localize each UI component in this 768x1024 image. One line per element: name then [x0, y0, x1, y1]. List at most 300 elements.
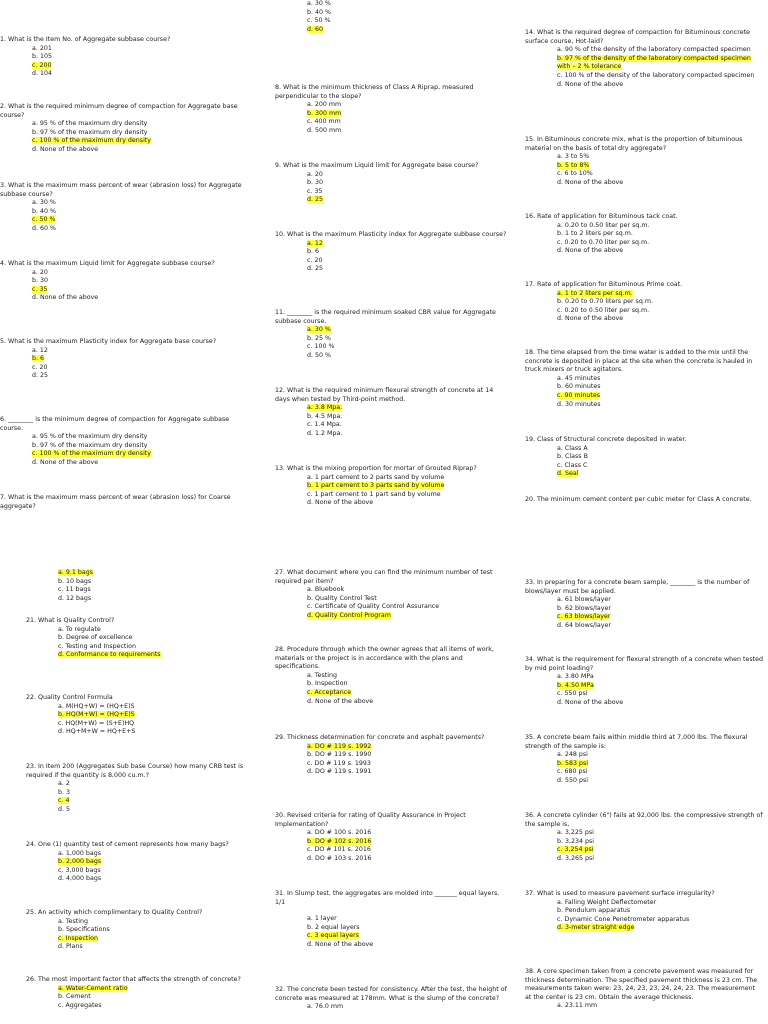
- question-block: [525, 734, 763, 786]
- option-text: d. 25: [307, 265, 324, 273]
- answer-option: [32, 442, 250, 451]
- question-block: [26, 569, 250, 603]
- option-text: a. 3.8 Mpa.: [307, 404, 343, 412]
- option-text: b. HQ(M+W) = (HQ+E)S: [58, 711, 135, 719]
- question-text: 26. The most important factor that affects the strength of concrete?: [26, 976, 241, 983]
- answer-option: [32, 364, 250, 373]
- question-block: [525, 29, 763, 89]
- answer-option: [557, 907, 763, 916]
- question-text: 35. A concrete beam fails within middle third at 7,000 lbs. The flexural strength of the sample is:: [525, 734, 748, 750]
- answer-option-highlighted: [32, 355, 250, 364]
- options-list: [557, 1002, 763, 1011]
- answer-option: [307, 751, 507, 760]
- option-text: c. 4: [58, 797, 70, 805]
- question-text: 17. Rate of application for Bituminous Prime coat.: [525, 281, 683, 288]
- option-text: a. 3 to 5%: [557, 153, 590, 161]
- question-text: 2. What is the required minimum degree of compaction for Aggregate base course?: [0, 103, 238, 119]
- answer-option-highlighted: [557, 682, 763, 691]
- question-block: [275, 986, 507, 1012]
- option-text: b. DO # 119 s. 1990: [307, 751, 372, 759]
- question-text: 19. Class of Structural concrete deposited in water.: [525, 436, 687, 443]
- answer-option: [32, 120, 250, 129]
- option-text: d. 5: [58, 805, 71, 813]
- answer-option: [307, 499, 507, 508]
- answer-option: [557, 46, 763, 55]
- answer-option: [32, 433, 250, 442]
- question-block: [0, 182, 250, 234]
- answer-option-highlighted: [557, 760, 763, 769]
- option-text: b. Pendulum apparatus: [557, 907, 631, 915]
- answer-option: [307, 760, 507, 769]
- answer-option: [557, 445, 763, 454]
- answer-option: [58, 850, 250, 859]
- option-text: a. 1 layer: [307, 915, 337, 923]
- question-block: [525, 890, 763, 933]
- option-text: a. DO # 119 s. 1992: [307, 742, 372, 750]
- option-text: d. None of the above: [557, 178, 624, 186]
- answer-option: [557, 230, 763, 239]
- answer-option: [557, 690, 763, 699]
- option-text: a. Bluebook: [307, 586, 345, 594]
- answer-option: [307, 915, 507, 924]
- option-text: b. 300 mm: [307, 109, 342, 117]
- option-text: d. 25: [307, 196, 324, 204]
- question-text: 6. ________ is the minimum degree of compaction for Aggregate subbase course.: [0, 416, 230, 432]
- question-block: [275, 465, 507, 508]
- answer-option: [58, 867, 250, 876]
- options-list: [557, 375, 763, 409]
- answer-option: [58, 586, 250, 595]
- option-text: c. 90 minutes: [557, 391, 600, 399]
- answer-option: [557, 855, 763, 864]
- question-text: 7. What is the maximum mass percent of wear (abrasion loss) for Coarse aggregate?: [0, 494, 231, 510]
- option-text: b. Inspection: [307, 680, 348, 688]
- option-text: a. 1,000 bags: [58, 849, 102, 857]
- answer-option: [557, 179, 763, 188]
- option-text: b. 30: [307, 179, 324, 187]
- option-text: d. None of the above: [557, 247, 624, 255]
- answer-option-highlighted: [32, 137, 250, 146]
- answer-option-highlighted: [307, 743, 507, 752]
- question-block: [26, 617, 250, 660]
- answer-option: [32, 45, 250, 54]
- answer-option: [307, 171, 507, 180]
- answer-option-highlighted: [307, 482, 507, 491]
- options-list: [557, 445, 763, 479]
- answer-option: [557, 315, 763, 324]
- question-text: 3. What is the maximum mass percent of wear (abrasion loss) for Aggregate subbase course?: [0, 182, 242, 198]
- question-text: 22. Quality Control Formula: [26, 694, 113, 701]
- question-block: [275, 734, 507, 777]
- question-block: [525, 136, 763, 188]
- answer-option-highlighted: [32, 216, 250, 225]
- option-text: a. To regulate: [58, 625, 101, 633]
- option-text: c. 3,000 bags: [58, 866, 101, 874]
- option-text: b. DO # 102 s. 2016: [307, 837, 372, 845]
- option-text: b. 1 part cement to 3 parts sand by volume: [307, 482, 445, 490]
- options-list: [557, 899, 763, 933]
- option-text: d. 3,265 psi: [557, 854, 595, 862]
- option-text: c. 1.4 Mpa.: [307, 421, 342, 429]
- answer-option: [557, 72, 763, 81]
- option-text: c. 0.20 to 0.70 liter per sq.m.: [557, 238, 650, 246]
- question-block: [275, 569, 507, 621]
- answer-option: [58, 626, 250, 635]
- question-text: 20. The minimum cement content per cubic meter for Class A concrete.: [525, 496, 752, 503]
- answer-option-highlighted: [557, 290, 763, 299]
- option-text: d. 60: [307, 25, 324, 33]
- option-text: b. 25 %: [307, 334, 331, 342]
- answer-option: [557, 673, 763, 682]
- answer-option: [32, 372, 250, 381]
- option-text: a. 20: [307, 170, 323, 178]
- option-text: b. 6: [307, 248, 320, 256]
- answer-option: [58, 595, 250, 604]
- answer-option: [557, 899, 763, 908]
- question-text: 15. In Bituminous concrete mix, what is the proportion of bituminous material on the basis of total dry aggregate?: [525, 136, 743, 152]
- answer-option: [307, 680, 507, 689]
- answer-option: [557, 829, 763, 838]
- question-block: [26, 909, 250, 952]
- question-text: 14. What is the required degree of compaction for Bituminous concrete surface course, Hot-laid?: [525, 29, 750, 45]
- answer-option: [58, 926, 250, 935]
- option-text: c. 63 blows/layer: [557, 613, 611, 621]
- question-block: [275, 646, 507, 706]
- answer-option-highlighted: [557, 846, 763, 855]
- question-block: [275, 890, 507, 950]
- option-text: c. 100 % of the density of the laboratory compacted specimen: [557, 71, 755, 79]
- question-note: 1/1: [275, 898, 286, 906]
- question-block: [525, 656, 763, 708]
- option-text: b. Degree of excellence: [58, 634, 133, 642]
- answer-option: [307, 188, 507, 197]
- options-list: [557, 290, 763, 324]
- options-list: [32, 120, 250, 154]
- answer-option: [307, 603, 507, 612]
- answer-option-highlighted: [58, 711, 250, 720]
- answer-option: [307, 829, 507, 838]
- option-text: b. Specifications: [58, 926, 110, 934]
- options-list: [307, 326, 507, 360]
- answer-option: [32, 459, 250, 468]
- answer-option-highlighted: [557, 470, 763, 479]
- answer-option-highlighted: [58, 935, 250, 944]
- answer-option-highlighted: [557, 162, 763, 171]
- option-text: d. None of the above: [32, 294, 99, 302]
- options-list: [32, 347, 250, 381]
- answer-option: [557, 383, 763, 392]
- answer-option: [307, 248, 507, 257]
- options-list: [307, 829, 507, 863]
- option-text: c. 20: [32, 363, 48, 371]
- question-block: [525, 812, 763, 864]
- answer-option: [32, 208, 250, 217]
- answer-option: [58, 943, 250, 952]
- option-text: b. 583 psi: [557, 759, 589, 767]
- option-text: a. DO # 100 s. 2016: [307, 829, 372, 837]
- answer-option: [557, 401, 763, 410]
- answer-option: [307, 672, 507, 681]
- answer-option: [557, 153, 763, 162]
- question-text: 12. What is the required minimum flexural strength of concrete at 14 days when tested by Third-point method.: [275, 387, 494, 403]
- answer-option: [58, 875, 250, 884]
- option-text: c. DO # 119 s. 1993: [307, 759, 371, 767]
- options-list: [557, 673, 763, 707]
- option-text: a. Testing: [58, 917, 88, 925]
- option-text: d. DO # 103 s. 2016: [307, 854, 372, 862]
- option-text: a. 12: [307, 239, 323, 247]
- option-text: b. 97 % of the maximum dry density: [32, 128, 148, 136]
- options-list: [557, 751, 763, 785]
- option-text: b. 5 to 8%: [557, 161, 590, 169]
- options-list: [307, 474, 507, 508]
- option-text: d. 104: [32, 70, 53, 78]
- option-text: b. 3: [58, 788, 71, 796]
- option-text: c. 3 equal layers: [307, 932, 360, 940]
- question-text: 31. In Slump test, the aggregates are molded into _______ equal layers.: [275, 890, 500, 897]
- question-text: 29. Thickness determination for concrete and asphalt pavements?: [275, 734, 485, 741]
- answer-option-highlighted: [557, 924, 763, 933]
- answer-option: [307, 698, 507, 707]
- answer-option: [307, 352, 507, 361]
- option-text: d. None of the above: [32, 145, 99, 153]
- answer-option: [557, 838, 763, 847]
- answer-option: [32, 53, 250, 62]
- question-block: [525, 968, 763, 1011]
- options-list: [307, 915, 507, 949]
- question-text: 36. A concrete cylinder (6") fails at 92,000 lbs. the compressive strength of the sample is,: [525, 812, 763, 828]
- option-text: d. 550 psi: [557, 776, 589, 784]
- question-text: 4. What is the maximum Liquid limit for Aggregate subbase course?: [0, 260, 215, 267]
- answer-option-highlighted: [58, 569, 250, 578]
- option-text: d. Conformance to requirements: [58, 651, 161, 659]
- answer-option: [557, 462, 763, 471]
- option-text: b. 2 equal layers: [307, 923, 360, 931]
- options-list: [307, 0, 507, 34]
- option-text: a. 2: [58, 780, 70, 788]
- answer-option: [58, 918, 250, 927]
- answer-option: [32, 347, 250, 356]
- answer-option: [32, 225, 250, 234]
- answer-option-highlighted: [557, 613, 763, 622]
- question-block: [525, 436, 763, 479]
- answer-option: [32, 70, 250, 79]
- answer-option: [307, 179, 507, 188]
- option-text: c. 100 % of the maximum dry density: [32, 137, 152, 145]
- options-list: [307, 586, 507, 620]
- option-text: b. 4.5 Mpa.: [307, 412, 343, 420]
- option-text: d. None of the above: [307, 697, 374, 705]
- options-list: [557, 222, 763, 256]
- answer-option: [307, 335, 507, 344]
- option-text: b. 97 % of the maximum dry density: [32, 441, 148, 449]
- answer-option: [307, 9, 507, 18]
- question-text: 34. What is the requirement for flexural strength of a concrete when tested by mid point loading?: [525, 656, 763, 672]
- answer-option: [557, 247, 763, 256]
- option-text: d. DO # 119 s. 1991: [307, 768, 372, 776]
- answer-option: [307, 343, 507, 352]
- question-text: 33. In preparing for a concrete beam sample, ________ is the number of blows/layer must be applied.: [525, 579, 750, 595]
- options-list: [32, 45, 250, 79]
- answer-option: [58, 643, 250, 652]
- answer-option: [307, 265, 507, 274]
- options-list: [58, 850, 250, 884]
- option-text: d. None of the above: [557, 698, 624, 706]
- question-block: [525, 496, 763, 505]
- answer-option: [307, 491, 507, 500]
- option-text: d. Seal: [557, 470, 579, 478]
- answer-option-highlighted: [307, 689, 507, 698]
- options-list: [32, 269, 250, 303]
- option-text: b. Class B: [557, 453, 588, 461]
- option-text: a. 95 % of the maximum dry density: [32, 120, 148, 128]
- option-text: c. 1 part cement to 1 part sand by volume: [307, 490, 441, 498]
- option-text: c. 200: [32, 61, 52, 69]
- answer-option: [307, 1003, 507, 1012]
- answer-option: [307, 595, 507, 604]
- option-text: b. 97 % of the density of the laboratory compacted specimen with – 2 % tolerance: [557, 54, 751, 71]
- option-text: a. 30 %: [32, 199, 56, 207]
- answer-option: [307, 586, 507, 595]
- answer-option-highlighted: [32, 286, 250, 295]
- options-list: [32, 199, 250, 233]
- answer-option: [307, 855, 507, 864]
- answer-option: [58, 789, 250, 798]
- option-text: c. 100 %: [307, 343, 335, 351]
- option-text: a. Falling Weight Deflectometer: [557, 898, 657, 906]
- answer-option: [58, 634, 250, 643]
- answer-option-highlighted: [58, 797, 250, 806]
- option-text: a. Water-Cement ratio: [58, 984, 128, 992]
- question-block: [26, 763, 250, 815]
- option-text: a. Class A: [557, 444, 588, 452]
- option-text: b. 6: [32, 355, 45, 363]
- option-text: d. None of the above: [307, 499, 374, 507]
- options-list: [32, 433, 250, 467]
- option-text: b. 62 blows/layer: [557, 604, 611, 612]
- option-text: a. 90 % of the density of the laboratory compacted specimen: [557, 46, 751, 54]
- question-text: 23. In Item 200 (Aggregates Sub base Course) how many CRB test is required if the quantity is 8,000 cu.m.?: [26, 763, 244, 779]
- question-text: 30. Revised criteria for rating of Quality Assurance in Project Implementation?: [275, 812, 466, 828]
- option-text: d. 500 mm: [307, 126, 342, 134]
- option-text: b. 60 minutes: [557, 383, 601, 391]
- question-text: 24. One (1) quantity test of cement represents how many bags?: [26, 841, 229, 848]
- answer-option: [307, 768, 507, 777]
- option-text: d. None of the above: [557, 315, 624, 323]
- options-list: [58, 918, 250, 952]
- answer-option-highlighted: [307, 326, 507, 335]
- answer-option: [307, 0, 507, 9]
- option-text: a. 3,225 psi: [557, 829, 594, 837]
- option-text: a. 1 part cement to 2 parts sand by volume: [307, 473, 445, 481]
- question-block: [525, 349, 763, 409]
- option-text: c. Acceptance: [307, 688, 352, 696]
- answer-option-highlighted: [58, 858, 250, 867]
- option-text: d. 30 minutes: [557, 400, 601, 408]
- answer-option: [557, 1002, 763, 1011]
- question-block: [0, 338, 250, 381]
- answer-option: [58, 780, 250, 789]
- answer-option: [557, 596, 763, 605]
- answer-option: [307, 846, 507, 855]
- option-text: b. 1 to 2 liters per sq.m.: [557, 230, 633, 238]
- option-text: d. 50 %: [307, 351, 331, 359]
- answer-option-highlighted: [557, 55, 763, 72]
- answer-option: [32, 129, 250, 138]
- answer-option: [557, 605, 763, 614]
- question-block: [0, 36, 250, 79]
- question-block: [275, 162, 507, 205]
- option-text: b. 40 %: [32, 207, 56, 215]
- question-text: 25. An activity which complimentary to Quality Control?: [26, 909, 203, 916]
- option-text: a. 248 psi: [557, 751, 588, 759]
- option-text: a. Testing: [307, 671, 337, 679]
- answer-option: [307, 941, 507, 950]
- question-text: 1. What is the Item No. of Aggregate subbase course?: [0, 36, 171, 43]
- question-text: 8. What is the minimum thickness of Class A Riprap, measured perpendicular to the slope?: [275, 84, 474, 100]
- option-text: b. Quality Control Test: [307, 594, 377, 602]
- option-text: d. None of the above: [557, 80, 624, 88]
- answer-option-highlighted: [307, 932, 507, 941]
- answer-option: [58, 1002, 250, 1011]
- options-list: [58, 985, 250, 1011]
- option-text: d. 12 bags: [58, 594, 92, 602]
- option-text: b. 105: [32, 53, 53, 61]
- option-text: d. 4,000 bags: [58, 875, 102, 883]
- question-text: 27. What document where you can find the minimum number of test required per item?: [275, 569, 493, 585]
- option-text: c. 400 mm: [307, 118, 341, 126]
- option-text: a. 12: [32, 346, 48, 354]
- option-text: c. HQ(M+W) = (S+E)HQ: [58, 719, 135, 727]
- question-block: [275, 84, 507, 136]
- question-block: [275, 309, 507, 361]
- question-block: [0, 494, 250, 511]
- option-text: d. Plans: [58, 943, 83, 951]
- answer-option: [307, 101, 507, 110]
- option-text: b. 3,234 psi: [557, 837, 595, 845]
- option-text: d. 1.2 Mpa.: [307, 429, 343, 437]
- option-text: b. 4.50 MPa: [557, 681, 594, 689]
- answer-option-highlighted: [307, 240, 507, 249]
- answer-option: [557, 81, 763, 90]
- answer-option: [307, 17, 507, 26]
- answer-option-highlighted: [32, 450, 250, 459]
- options-list: [307, 240, 507, 274]
- option-text: a. M(HQ+W) = (HQ+E)S: [58, 702, 135, 710]
- option-text: b. 0.20 to 0.70 liters per sq.m.: [557, 298, 653, 306]
- option-text: c. Dynamic Cone Penetrometer apparatus: [557, 915, 690, 923]
- option-text: a. 200 mm: [307, 101, 342, 109]
- answer-option: [557, 453, 763, 462]
- options-list: [557, 153, 763, 187]
- question-text: 28. Procedure through which the owner agrees that all items of work, materials or the project is in accordance with the plans and specifications.: [275, 646, 494, 671]
- options-list: [58, 780, 250, 814]
- answer-option: [58, 728, 250, 737]
- answer-option: [557, 307, 763, 316]
- answer-option: [32, 277, 250, 286]
- answer-option: [32, 269, 250, 278]
- options-list: [307, 743, 507, 777]
- answer-option: [58, 993, 250, 1002]
- question-text: 21. What is Quality Control?: [26, 617, 115, 624]
- answer-option-highlighted: [307, 838, 507, 847]
- option-text: b. 30: [32, 277, 49, 285]
- option-text: c. 3,254 psi: [557, 846, 594, 854]
- answer-option: [557, 222, 763, 231]
- option-text: b. 40 %: [307, 8, 331, 16]
- answer-option: [32, 294, 250, 303]
- question-text: 37. What is used to measure pavement surface irregularity?: [525, 890, 715, 897]
